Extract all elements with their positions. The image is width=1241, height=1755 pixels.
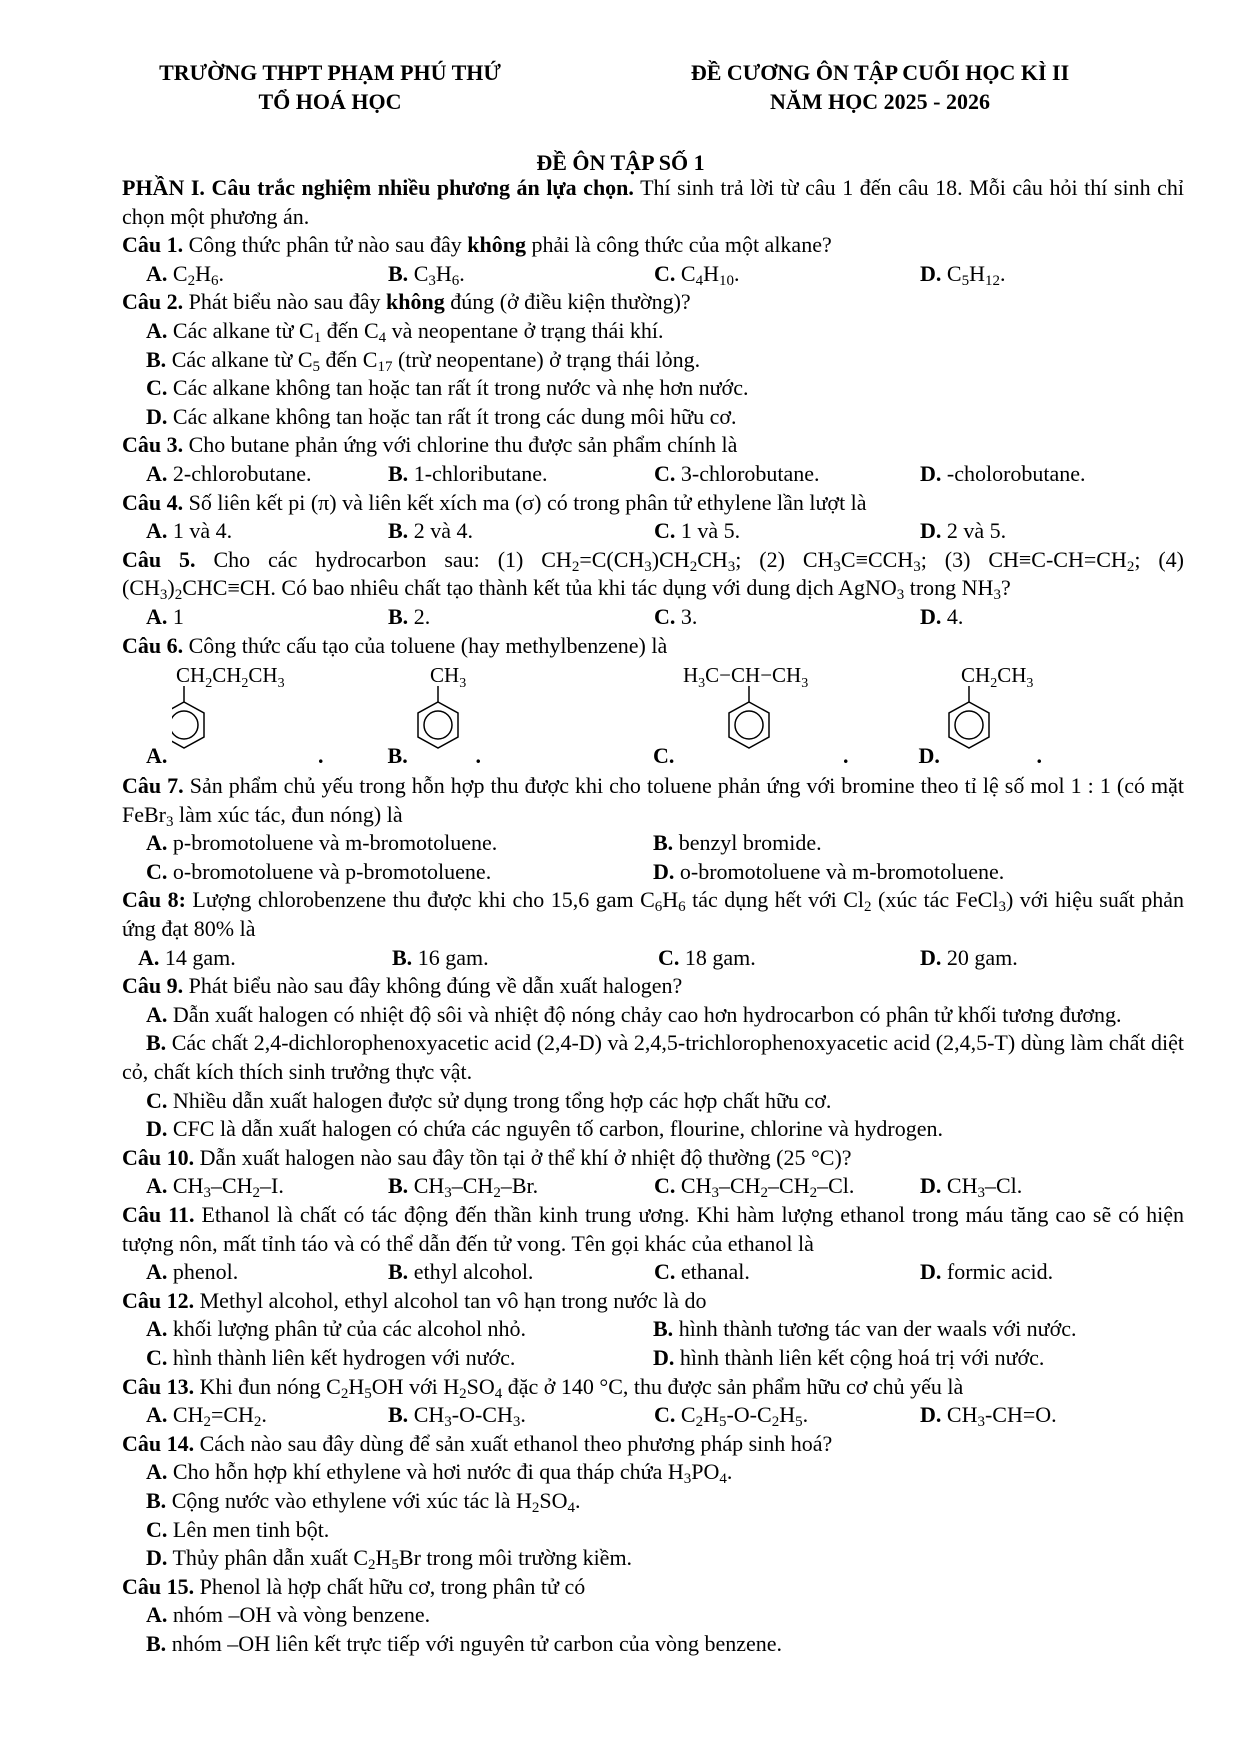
- page-title: ĐỀ ÔN TẬP SỐ 1: [536, 150, 705, 175]
- question-4-options: [122, 517, 1184, 546]
- option: A. phenol.: [146, 1259, 239, 1285]
- option: A. 1: [146, 603, 184, 629]
- question-4: Câu 4. Số liên kết pi (π) và liên kết xích ma (σ) có trong phân tử ethylene lần lượt là: [122, 489, 867, 515]
- option: C. $H_3C-CH-CH_3$ .: [653, 660, 918, 772]
- option: C. ethanal.: [654, 1259, 750, 1285]
- propylbenzene-structure: [172, 660, 372, 772]
- option: B. 1-chloributane.: [388, 460, 548, 486]
- option: D. CFC là dẫn xuất halogen có chứa các nguyên tố carbon, flourine, chlorine và hydrogen.: [146, 1116, 943, 1142]
- part1-instructions: PHẦN I. Câu trắc nghiệm nhiều phương án lựa chọn. Thí sinh trả lời từ câu 1 đến câu 18. Mỗi câu hỏi thí sinh chỉ chọn một phương án.: [122, 175, 1185, 229]
- question-11: Câu 11. Ethanol là chất có tác động đến thần kinh trung ương. Khi hàm lượng ethanol trong máu tăng cao sẽ có hiện tượng nôn, mất tỉnh táo và có thể dẫn đến tử vong. Tên gọi khác của ethanol là: [122, 1202, 1184, 1256]
- question-9: Câu 9. Phát biểu nào sau đây không đúng về dẫn xuất halogen?: [122, 973, 683, 999]
- option: B. ethyl alcohol.: [388, 1259, 534, 1285]
- question-5: Câu 5. Cho các hydrocarbon sau: (1) $CH_2=C(CH_3)CH_2CH_3$; (2) $CH_3C\equiv CCH_3$; (3) $CH\equiv C-CH=CH_2$; (4) $(CH_3)_2CHC\equiv CH$. Có bao nhiêu chất tạo thành kết tủa khi tác dụng với dung dịch AgNO$_3$ trong $NH_3$?: [122, 546, 1185, 604]
- option: A. $CH_3-CH_2-I$.: [146, 1173, 284, 1202]
- question-13: Câu 13. Khi đun nóng $C_2H_5OH$ với $H_2SO_4$ đặc ở 140 °C, thu được sản phẩm hữu cơ chủ yếu là: [122, 1373, 964, 1402]
- option: D. hình thành liên kết cộng hoá trị với nước.: [653, 1344, 1045, 1370]
- option: B. 2 và 4.: [388, 518, 473, 544]
- option: B. 16 gam.: [392, 944, 489, 970]
- option: B. $C_3H_6$.: [388, 260, 465, 289]
- question-8-options: [122, 944, 1184, 973]
- question-3-options: [122, 460, 1184, 489]
- question-10-options: [122, 1172, 1184, 1201]
- svg-text:CH2CH2CH3: $CH_2CH_2CH_3$: [176, 663, 285, 692]
- department-name: TỔ HOÁ HỌC: [258, 89, 402, 114]
- option: D. $C_5H_{12}$.: [920, 260, 1006, 289]
- question-14: Câu 14. Cách nào sau đây dùng để sản xuất ethanol theo phương pháp sinh hoá?: [122, 1430, 833, 1456]
- option: A. Các alkane từ $C_1$ đến $C_4$ và neopentane ở trạng thái khí.: [146, 317, 664, 346]
- option: A. p-bromotoluene và m-bromotoluene.: [146, 830, 498, 856]
- option: C. o-bromotoluene và p-bromotoluene.: [146, 858, 492, 884]
- question-2: Câu 2. Phát biểu nào sau đây không đúng (ở điều kiện thường)?: [122, 289, 691, 315]
- svg-text:H3C−CH−CH3: $H_3C-CH-CH_3$: [683, 663, 809, 692]
- option: D. 20 gam.: [920, 944, 1018, 970]
- option: B. Cộng nước vào ethylene với xúc tác là $H_2SO_4$.: [146, 1487, 581, 1516]
- option: B. Các alkane từ $C_5$ đến $C_{17}$ (trừ neopentane) ở trạng thái lỏng.: [146, 346, 701, 375]
- question-1-options: [122, 260, 1184, 289]
- option: B. hình thành tương tác van der waals với nước.: [653, 1316, 1077, 1342]
- question-6: Câu 6. Công thức cấu tạo của toluene (hay methylbenzene) là: [122, 632, 668, 658]
- svg-text:CH2CH3: $CH_2CH_3$: [960, 663, 1033, 692]
- option: A. 2-chlorobutane.: [146, 460, 312, 486]
- option: C. 1 và 5.: [654, 518, 741, 544]
- option: C. $C_4H_{10}$.: [654, 260, 740, 289]
- question-7-options: [122, 858, 1184, 887]
- option: D. $CH_2CH_3$ .: [919, 660, 1184, 772]
- question-1: Câu 1. Công thức phân tử nào sau đây không phải là công thức của một alkane?: [122, 232, 832, 258]
- option: D. 2 và 5.: [920, 518, 1007, 544]
- question-11-options: [122, 1258, 1184, 1287]
- question-10: Câu 10. Dẫn xuất halogen nào sau đây tồn tại ở thể khí ở nhiệt độ thường (25 °C)?: [122, 1144, 852, 1170]
- question-3: Câu 3. Cho butane phản ứng với chlorine thu được sản phẩm chính là: [122, 432, 738, 458]
- option-label: A.: [146, 742, 168, 768]
- option: B. $CH_3-O-CH_3$.: [388, 1402, 526, 1431]
- option: B. benzyl bromide.: [653, 830, 822, 856]
- option: A. nhóm –OH và vòng benzene.: [146, 1602, 431, 1628]
- school-year: NĂM HỌC 2025 - 2026: [770, 89, 990, 114]
- option: C. Nhiều dẫn xuất halogen được sử dụng trong tổng hợp các hợp chất hữu cơ.: [146, 1087, 832, 1113]
- option: A. khối lượng phân tử của các alcohol nhỏ.: [146, 1316, 527, 1342]
- question-8: Câu 8: Lượng chlorobenzene thu được khi cho 15,6 gam $C_6H_6$ tác dụng hết với $Cl_2$ (xúc tác FeCl$_3$) với hiệu suất phản ứng đạt 80% là: [122, 887, 1184, 942]
- question-7: Câu 7. Sản phẩm chủ yếu trong hỗn hợp thu được khi cho toluene phản ứng với bromine theo tỉ lệ số mol 1 : 1 (có mặt FeBr$_3$ làm xúc tác, đun nóng) là: [122, 773, 1184, 830]
- exam-content: [122, 174, 1184, 1659]
- option: C. Lên men tinh bột.: [146, 1516, 330, 1542]
- toluene-structure: [410, 660, 530, 772]
- option: D. Thủy phân dẫn xuất $C_2H_5Br$ trong môi trường kiềm.: [146, 1545, 633, 1574]
- option: D. Các alkane không tan hoặc tan rất ít trong các dung môi hữu cơ.: [146, 403, 737, 429]
- option: A. $CH_2CH_2CH_3$ .: [122, 660, 388, 772]
- option: C. $CH_3-CH_2-CH_2-Cl$.: [654, 1173, 855, 1202]
- option: B. 2.: [388, 603, 431, 629]
- svg-text:CH3: $CH_3$: [429, 663, 466, 692]
- option-label: D.: [918, 742, 940, 768]
- option-label: C.: [653, 742, 675, 768]
- option: A. 14 gam.: [138, 944, 236, 970]
- option: C. hình thành liên kết hydrogen với nước.: [146, 1344, 516, 1370]
- question-12-options: [122, 1344, 1184, 1373]
- option: C. 18 gam.: [658, 944, 756, 970]
- option: A. Dẫn xuất halogen có nhiệt độ sôi và nhiệt độ nóng chảy cao hơn hydrocarbon có phân tử khối tương đương.: [146, 1001, 1122, 1027]
- option: C. $C_2H_5-O-C_2H_5$.: [654, 1402, 809, 1431]
- option: D. o-bromotoluene và m-bromotoluene.: [653, 858, 1005, 884]
- option: C. Các alkane không tan hoặc tan rất ít trong nước và nhẹ hơn nước.: [146, 375, 749, 401]
- option: C. 3.: [654, 603, 698, 629]
- question-6-structures: [122, 660, 1184, 772]
- option: D. $CH_3-CH=O$.: [920, 1402, 1057, 1431]
- option: A. 1 và 4.: [146, 518, 233, 544]
- option: A. Cho hỗn hợp khí ethylene và hơi nước đi qua tháp chứa $H_3PO_4$.: [146, 1459, 733, 1488]
- option: B. $CH_3-CH_2-Br$.: [388, 1173, 539, 1202]
- option-label: B.: [387, 742, 408, 768]
- question-13-options: [122, 1401, 1184, 1430]
- question-12: Câu 12. Methyl alcohol, ethyl alcohol tan vô hạn trong nước là do: [122, 1287, 707, 1313]
- exam-title: ĐỀ CƯƠNG ÔN TẬP CUỐI HỌC KÌ II: [690, 60, 1070, 85]
- option: C. 3-chlorobutane.: [654, 460, 820, 486]
- school-header: [120, 58, 540, 116]
- option: B. $CH_3$ .: [388, 660, 653, 772]
- option: D. -cholorobutane.: [920, 460, 1086, 486]
- question-12-options: [122, 1315, 1184, 1344]
- option: A. $C_2H_6$.: [146, 260, 224, 289]
- school-name: TRƯỜNG THPT PHẠM PHÚ THỨ: [159, 60, 501, 85]
- option: D. formic acid.: [920, 1259, 1054, 1285]
- option: A. $CH_2=CH_2$.: [146, 1402, 267, 1431]
- exam-header: [600, 58, 1160, 116]
- ethylbenzene-structure: [947, 660, 1097, 772]
- option: D. $CH_3-Cl$.: [920, 1173, 1023, 1202]
- question-7-options: [122, 829, 1184, 858]
- option: B. Các chất 2,4-dichlorophenoxyacetic acid (2,4-D) và 2,4,5-trichlorophenoxyacetic acid (2,4,5-T) dùng làm chất diệt cỏ, chất kích thích sinh trưởng thực vật.: [122, 1030, 1184, 1085]
- option: D. 4.: [920, 603, 964, 629]
- question-15: Câu 15. Phenol là hợp chất hữu cơ, trong phân tử có: [122, 1573, 586, 1599]
- option: B. nhóm –OH liên kết trực tiếp với nguyên tử carbon của vòng benzene.: [146, 1630, 783, 1656]
- question-5-options: [122, 603, 1184, 632]
